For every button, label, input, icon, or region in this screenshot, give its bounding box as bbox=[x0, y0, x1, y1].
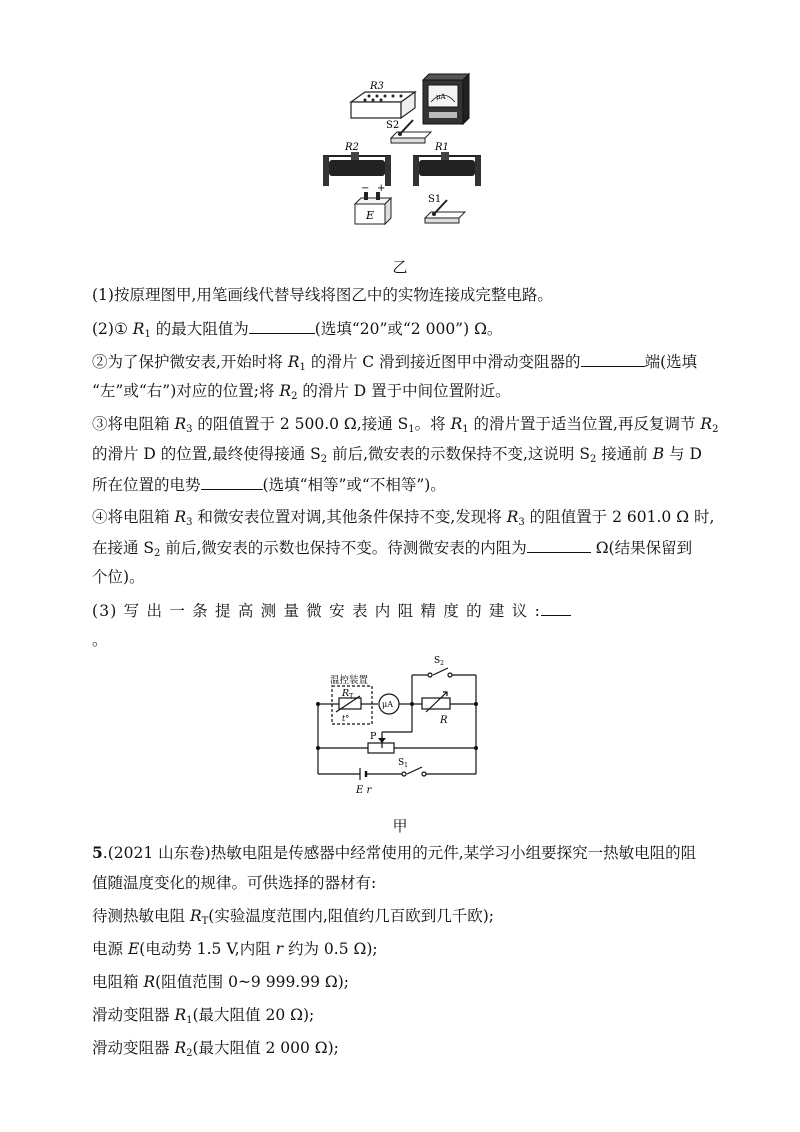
label-s2: $S_2$ bbox=[434, 656, 444, 667]
label-s1: $S_1$ bbox=[398, 758, 408, 769]
answer-blank[interactable] bbox=[249, 318, 315, 334]
label-p: P bbox=[370, 731, 377, 742]
question-2-part-4-line-3: 个位)。 bbox=[92, 568, 145, 586]
answer-blank[interactable] bbox=[541, 600, 571, 616]
question-5-line-3: 待测热敏电阻 $R_T$(实验温度范围内,阻值约几百欧到几千欧); bbox=[92, 907, 495, 927]
question-2-part-1: (2)① $R_1$ 的最大阻值为 (选填“20”或“2 000”) Ω。 bbox=[92, 320, 503, 340]
figure-yi-caption: 乙 bbox=[392, 258, 408, 276]
label-t: t° bbox=[342, 714, 350, 723]
slider-arrow-icon bbox=[378, 738, 386, 743]
label-er: E r bbox=[356, 785, 372, 796]
question-2-part-4-line-2: 在接通 $S_2$ 前后,微安表的示数也保持不变。待测微安表的内阻为 Ω(结果保留到 bbox=[92, 539, 693, 559]
label-e: E bbox=[366, 209, 375, 222]
question-5-line-4: 电源 E(电动势 1.5 V,内阻 r 约为 0.5 Ω); bbox=[92, 940, 378, 958]
label-s2: S2 bbox=[386, 120, 400, 131]
question-3-end: 。 bbox=[92, 631, 108, 649]
question-2-part-3-line-3: 所在位置的电势 (选填“相等”或“不相等”)。 bbox=[92, 476, 446, 494]
resistance-box-r3-icon bbox=[351, 81, 415, 118]
label-temp-box: 温控装置 bbox=[330, 675, 369, 686]
label-plus: + bbox=[377, 183, 386, 194]
figure-jia-caption: 甲 bbox=[392, 817, 408, 835]
question-5-line-1: 5.(2021 山东卷)热敏电阻是传感器中经常使用的元件,某学习小组要探究一热敏电阻的阻 bbox=[92, 843, 697, 862]
label-r3: R3 bbox=[370, 81, 384, 92]
question-3: (3) 写 出 一 条 提 高 测 量 微 安 表 内 阻 精 度 的 建 议 : bbox=[92, 600, 722, 621]
question-5-line-5: 电阻箱 R(阻值范围 0~9 999.99 Ω); bbox=[92, 973, 350, 991]
figure-yi-equipment bbox=[315, 72, 485, 237]
question-1: (1)按原理图甲,用笔画线代替导线将图乙中的实物连接成完整电路。 bbox=[92, 286, 553, 304]
question-5-line-6: 滑动变阻器 $R_1$(最大阻值 20 Ω); bbox=[92, 1006, 315, 1026]
meter-label: μA bbox=[436, 93, 446, 101]
answer-blank[interactable] bbox=[581, 351, 645, 367]
label-rt: R bbox=[342, 688, 350, 699]
label-r1: R1 bbox=[435, 142, 449, 153]
question-5-line-7: 滑动变阻器 $R_2$(最大阻值 2 000 Ω); bbox=[92, 1039, 339, 1059]
figure-jia-circuit bbox=[312, 652, 492, 807]
question-2-part-2-line-2: “左”或“右”)对应的位置;将 $R_2$ 的滑片 D 置于中间位置附近。 bbox=[92, 382, 511, 402]
microammeter-icon bbox=[423, 74, 469, 124]
label-minus: − bbox=[361, 183, 370, 194]
switch-s1-icon bbox=[425, 194, 465, 223]
label-meter: μA bbox=[382, 700, 393, 709]
question-2-part-4-line-1: ④将电阻箱 $R_3$ 和微安表位置对调,其他条件保持不变,发现将 $R_3$ 的阻值置于 2 601.0 Ω 时, bbox=[92, 508, 715, 528]
rheostat-r2-icon bbox=[323, 142, 391, 186]
label-s1: S1 bbox=[428, 194, 442, 205]
answer-blank[interactable] bbox=[527, 537, 591, 553]
battery-e-icon bbox=[355, 183, 391, 224]
question-2-part-2-line-1: ②为了保护微安表,开始时将 $R_1$ 的滑片 C 滑到接近图甲中滑动变阻器的 端(选填 bbox=[92, 353, 698, 373]
label-r2: R2 bbox=[345, 142, 359, 153]
question-5-line-2: 值随温度变化的规律。可供选择的器材有: bbox=[92, 874, 377, 892]
answer-blank[interactable] bbox=[201, 474, 263, 490]
label-rt-sub: T bbox=[349, 692, 354, 700]
question-2-part-3-line-1: ③将电阻箱 $R_3$ 的阻值置于 2 500.0 Ω,接通 $S_1$。将 $R_1$ 的滑片置于适当位置,再反复调节 $R_2$ bbox=[92, 415, 719, 435]
rheostat-r1-icon bbox=[413, 142, 481, 186]
question-2-part-3-line-2: 的滑片 D 的位置,最终使得接通 $S_2$ 前后,微安表的示数保持不变,这说明 $S_2$ 接通前 B 与 D bbox=[92, 445, 702, 465]
label-r: R bbox=[440, 715, 448, 726]
